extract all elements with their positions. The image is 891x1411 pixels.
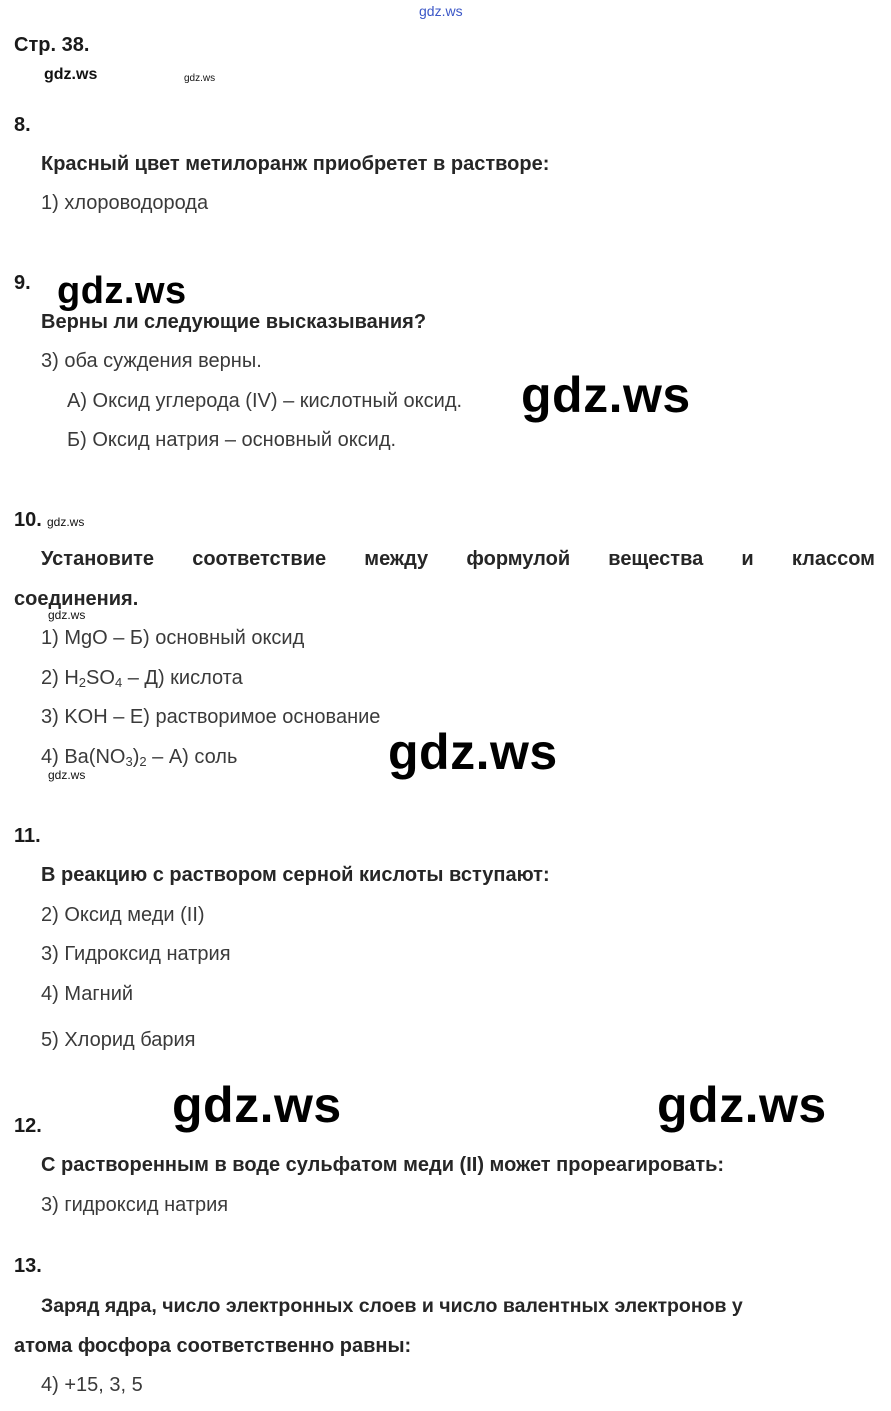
answer-text: 4) Магний bbox=[41, 983, 134, 1005]
watermark: gdz.ws bbox=[44, 66, 98, 83]
question-number: 13. bbox=[14, 1255, 42, 1277]
answer-text: 4) +15, 3, 5 bbox=[41, 1374, 143, 1396]
watermark-top: gdz.ws bbox=[419, 3, 463, 19]
question-text: В реакцию с раствором серной кислоты вступают: bbox=[41, 864, 550, 886]
subscript: 4 bbox=[114, 675, 123, 690]
statement-text: Б) Оксид натрия – основный оксид. bbox=[67, 429, 397, 451]
watermark: gdz.ws bbox=[57, 270, 187, 312]
answer-text: 1) MgO – Б) основный оксид bbox=[41, 627, 305, 649]
watermark: gdz.ws bbox=[388, 724, 558, 780]
question-text: Красный цвет метилоранж приобретет в растворе: bbox=[41, 153, 550, 175]
question-number: 11. bbox=[14, 825, 41, 847]
answer-text: 2) Оксид меди (II) bbox=[41, 904, 205, 926]
question-word: соответствие bbox=[192, 548, 327, 570]
answer-text: 3) KOH – Е) растворимое основание bbox=[41, 706, 381, 728]
question-number: 10. bbox=[14, 509, 42, 531]
watermark: gdz.ws bbox=[172, 1077, 342, 1133]
answer-text: 3) гидроксид натрия bbox=[41, 1194, 229, 1216]
statement-text: А) Оксид углерода (IV) – кислотный оксид. bbox=[67, 390, 463, 412]
question-word: Установите bbox=[41, 548, 155, 570]
subscript: 2 bbox=[139, 754, 147, 769]
answer-text bbox=[41, 667, 243, 690]
question-word: вещества bbox=[608, 548, 704, 570]
question-number: 8. bbox=[14, 114, 31, 136]
question-word: классом bbox=[791, 548, 875, 570]
answer-part: – Д) кислота bbox=[122, 667, 243, 689]
page-label: Стр. 38. bbox=[14, 34, 90, 56]
question-word: между bbox=[364, 548, 429, 570]
question-text-line1 bbox=[41, 548, 875, 571]
watermark: gdz.ws bbox=[48, 608, 86, 622]
answer-part: 2) H bbox=[41, 667, 79, 689]
watermark: gdz.ws bbox=[48, 768, 86, 782]
answer-text: 3) Гидроксид натрия bbox=[41, 943, 231, 965]
question-word: и bbox=[741, 548, 754, 570]
subscript: 3 bbox=[125, 754, 133, 769]
question-text: С растворенным в воде сульфатом меди (II) может прореагировать: bbox=[41, 1154, 725, 1176]
question-word: формулой bbox=[466, 548, 571, 570]
watermark: gdz.ws bbox=[521, 367, 691, 423]
watermark: gdz.ws bbox=[184, 73, 216, 84]
question-number: 9. bbox=[14, 272, 31, 294]
question-text: Верны ли следующие высказывания? bbox=[41, 311, 427, 333]
question-text-line2: соединения. bbox=[14, 588, 139, 610]
question-text-line2: атома фосфора соответственно равны: bbox=[14, 1335, 412, 1357]
answer-text: 1) хлороводорода bbox=[41, 192, 209, 214]
question-number: 12. bbox=[14, 1115, 42, 1137]
answer-text bbox=[41, 746, 237, 769]
answer-text: 3) оба суждения верны. bbox=[41, 350, 262, 372]
answer-part: – А) соль bbox=[146, 746, 238, 768]
question-text-line1: Заряд ядра, число электронных слоев и число валентных электронов у bbox=[41, 1295, 743, 1317]
watermark: gdz.ws bbox=[47, 515, 85, 529]
answer-part: SO bbox=[86, 667, 115, 689]
answer-text: 5) Хлорид бария bbox=[41, 1029, 196, 1051]
subscript: 2 bbox=[78, 675, 87, 690]
answer-part: 4) Ba(NO bbox=[41, 746, 126, 768]
watermark: gdz.ws bbox=[657, 1077, 827, 1133]
answer-part: ) bbox=[132, 746, 140, 768]
